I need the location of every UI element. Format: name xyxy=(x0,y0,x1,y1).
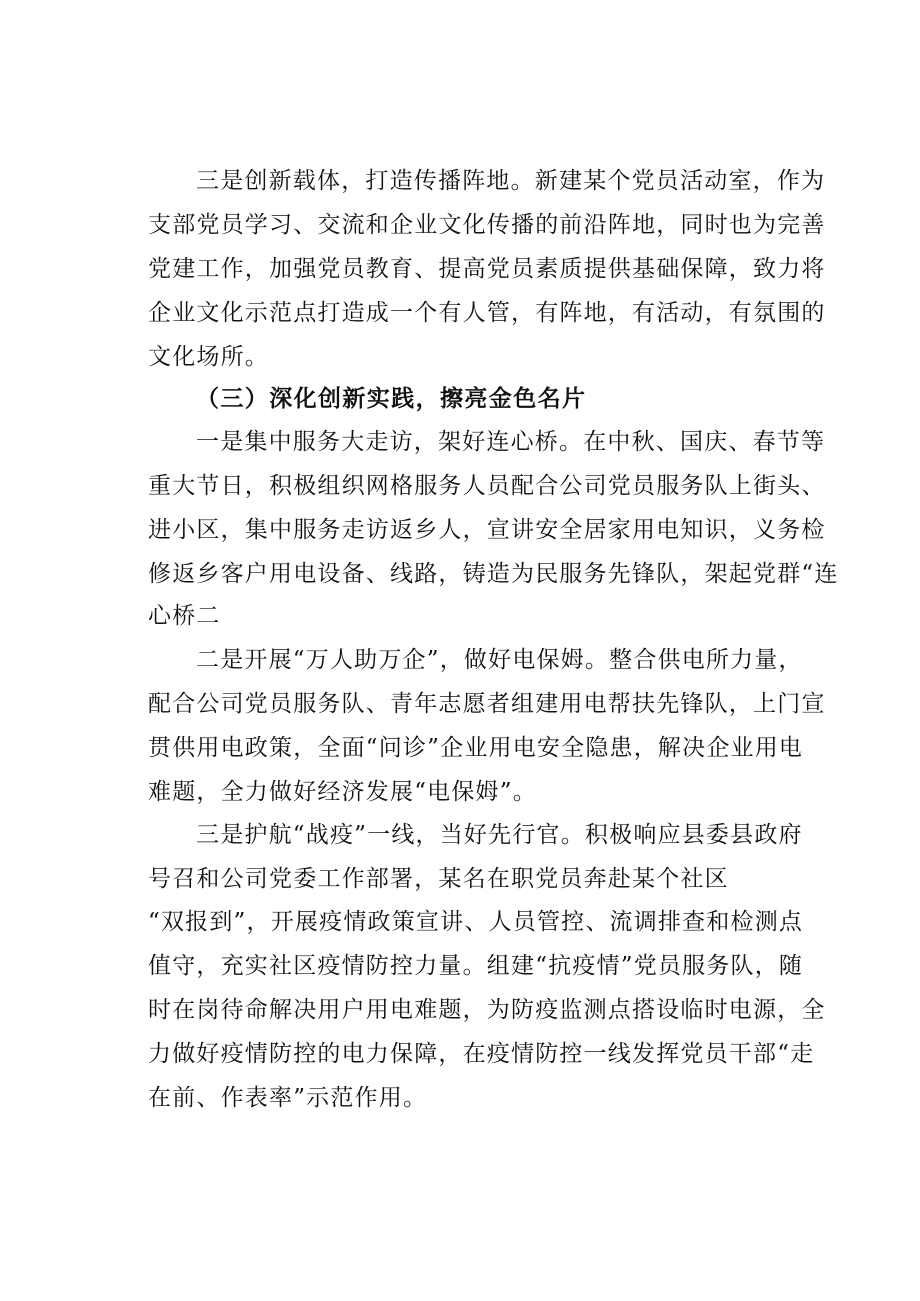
paragraph-3-line-4: 难题，全力做好经济发展“电保姆”。 xyxy=(148,779,537,805)
paragraph-3-line-3: 贯供用电政策，全面“问诊”企业用电安全隐患，解决企业用电 xyxy=(148,735,804,761)
paragraph-1-line-4: 企业文化示范点打造成一个有人管，有阵地，有活动，有氛围的 xyxy=(148,300,826,326)
paragraph-2-line-5: 心桥二 xyxy=(148,603,221,629)
paragraph-4-line-4: 值守，充实社区疫情防控力量。组建“抗疫情”党员服务队，随 xyxy=(148,953,804,979)
paragraph-4-line-3: “双报到”，开展疫情政策宣讲、人员管控、流调排查和检测点 xyxy=(148,909,804,935)
paragraph-4-line-6: 力做好疫情防控的电力保障，在疫情防控一线发挥党员干部“走 xyxy=(148,1041,815,1067)
paragraph-4-line-5: 时在岗待命解决用户用电难题，为防疫监测点搭设临时电源，全 xyxy=(148,997,826,1023)
paragraph-4-line-2: 号召和公司党委工作部署，某名在职党员奔赴某个社区 xyxy=(148,866,729,892)
paragraph-3-line-1: 二是开展“万人助万企”，做好电保姆。整合供电所力量， xyxy=(196,647,803,673)
paragraph-2-line-1: 一是集中服务大走访，架好连心桥。在中秋、国庆、春节等 xyxy=(196,429,826,455)
paragraph-2-line-3: 进小区，集中服务走访返乡人，宣讲安全居家用电知识，义务检 xyxy=(148,517,826,543)
paragraph-3-line-2: 配合公司党员服务队、青年志愿者组建用电帮扶先锋队，上门宣 xyxy=(148,691,826,717)
paragraph-1-line-1: 三是创新载体，打造传播阵地。新建某个党员活动室，作为 xyxy=(196,168,826,194)
paragraph-4-line-7: 在前、作表率”示范作用。 xyxy=(148,1085,428,1111)
paragraph-2-line-4: 修返乡客户用电设备、线路，铸造为民服务先锋队，架起党群“连 xyxy=(148,561,839,587)
paragraph-4-line-1: 三是护航“战疫”一线，当好先行官。积极响应县委县政府 xyxy=(196,822,803,848)
paragraph-1-line-2: 支部党员学习、交流和企业文化传播的前沿阵地，同时也为完善 xyxy=(148,212,826,238)
section-heading: （三）深化创新实践，擦亮金色名片 xyxy=(196,386,587,412)
paragraph-1-line-3: 党建工作，加强党员教育、提高党员素质提供基础保障，致力将 xyxy=(148,256,826,282)
paragraph-1-line-5: 文化场所。 xyxy=(148,344,269,370)
paragraph-2-line-2: 重大节日，积极组织网格服务人员配合公司党员服务队上街头、 xyxy=(148,473,826,499)
